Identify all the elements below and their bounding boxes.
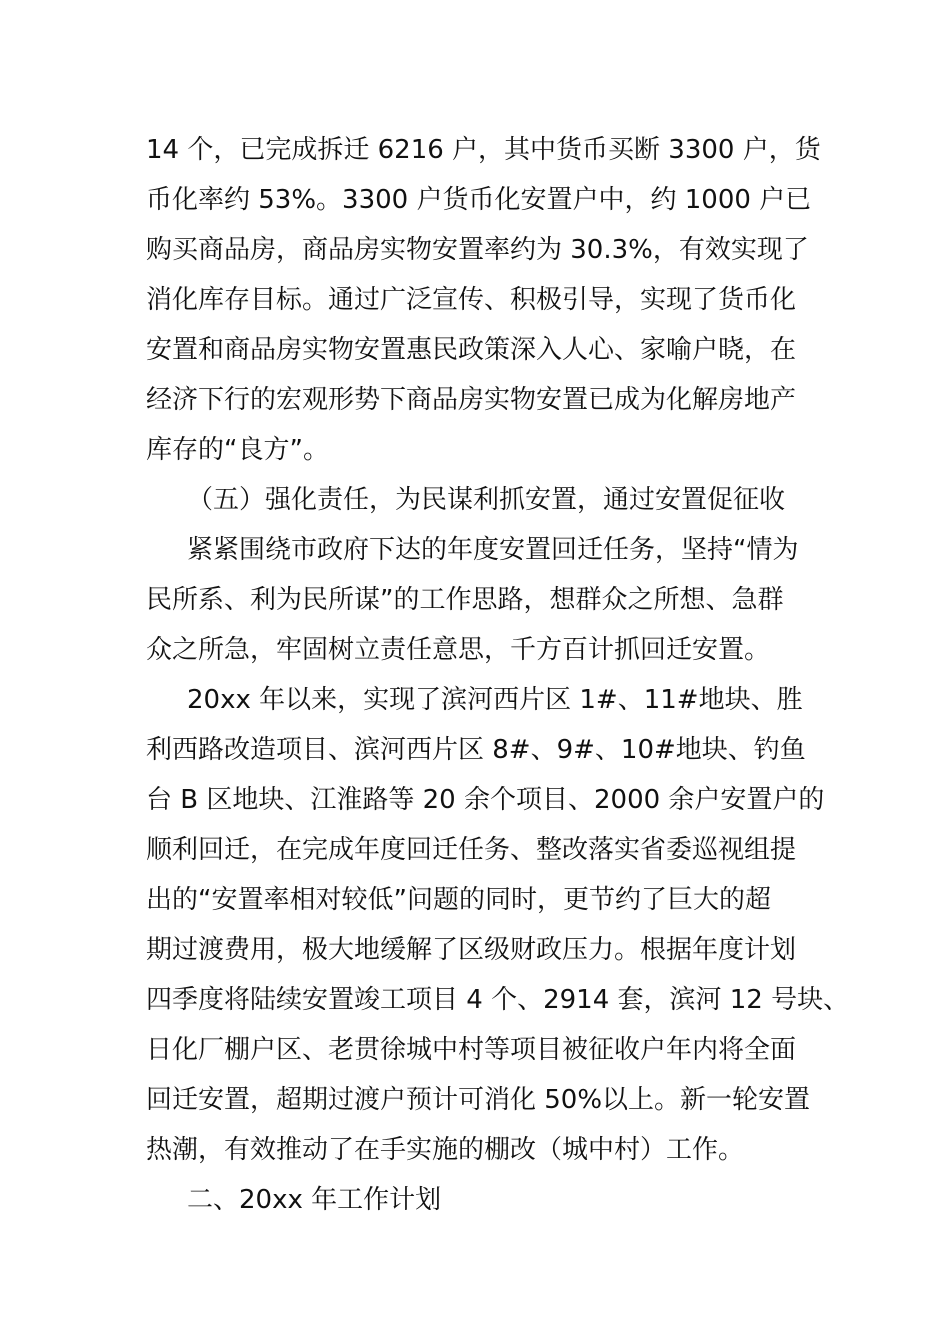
text-line: 库存的“良方”。 bbox=[146, 435, 329, 465]
text-line: 台 B 区地块、江淮路等 20 余个项目、2000 余户安置户的 bbox=[146, 785, 825, 815]
text-line: 期过渡费用，极大地缓解了区级财政压力。根据年度计划 bbox=[146, 935, 797, 965]
text-line: 回迁安置，超期过渡户预计可消化 50%以上。新一轮安置 bbox=[146, 1085, 811, 1115]
text-line: 四季度将陆续安置竣工项目 4 个、2914 套，滨河 12 号块、 bbox=[146, 985, 850, 1015]
text-line: 币化率约 53%。3300 户货币化安置户中，约 1000 户已 bbox=[146, 185, 812, 215]
text-line: 众之所急，牢固树立责任意思，千方百计抓回迁安置。 bbox=[146, 635, 771, 665]
text-line: 民所系、利为民所谋”的工作思路，想群众之所想、急群 bbox=[146, 585, 784, 615]
text-line: 热潮，有效推动了在手实施的棚改（城中村）工作。 bbox=[146, 1135, 745, 1165]
text-line: 顺利回迁，在完成年度回迁任务、整改落实省委巡视组提 bbox=[146, 835, 797, 865]
section-heading: （五）强化责任，为民谋利抓安置，通过安置促征收 bbox=[187, 485, 786, 515]
section-heading: 二、20xx 年工作计划 bbox=[187, 1185, 442, 1215]
text-line: 消化库存目标。通过广泛宣传、积极引导，实现了货币化 bbox=[146, 285, 797, 315]
text-line: 购买商品房，商品房实物安置率约为 30.3%，有效实现了 bbox=[146, 235, 809, 265]
text-line: 日化厂棚户区、老贯徐城中村等项目被征收户年内将全面 bbox=[146, 1035, 797, 1065]
text-line: 经济下行的宏观形势下商品房实物安置已成为化解房地产 bbox=[146, 385, 797, 415]
text-line: 20xx 年以来，实现了滨河西片区 1#、11#地块、胜 bbox=[187, 685, 803, 715]
text-line: 安置和商品房实物安置惠民政策深入人心、家喻户晓，在 bbox=[146, 335, 797, 365]
text-line: 紧紧围绕市政府下达的年度安置回迁任务，坚持“情为 bbox=[187, 535, 799, 565]
text-line: 出的“安置率相对较低”问题的同时，更节约了巨大的超 bbox=[146, 885, 771, 915]
text-line: 利西路改造项目、滨河西片区 8#、9#、10#地块、钓鱼 bbox=[146, 735, 806, 765]
text-line: 14 个，已完成拆迁 6216 户，其中货币买断 3300 户，货 bbox=[146, 135, 821, 165]
